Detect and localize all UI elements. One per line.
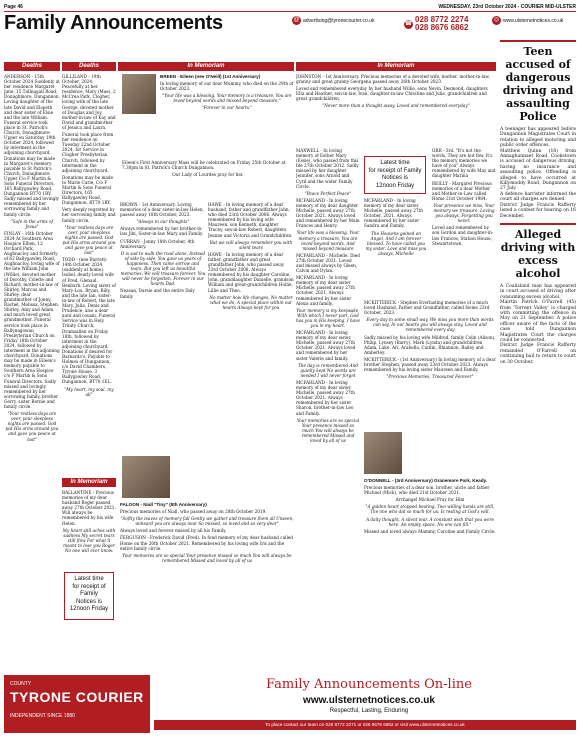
page-title: Family Announcements [4,12,223,34]
johnston-memoriam: JOHNSTON - 1st Anniversary. Precious memories of a devoted wife, mother, mother-in-law, granny and great granny Georgena passed away 26th October 2023. Loved and remembered everyday by her husband Willie, sons Nevin, Desmond, daughters Ella and Heather, son-in-law, Ivan, daughter-in-law Christine and Julie, grandchildren and great grandchildren. "Never more than a thought away. Loved and remembered everyday" [296,74,490,109]
death-notice: FINLAY - 16th October 2024 At Southern Area Hospice Elben, 12 Orchard Park, Aughnacloy and formerly of 62 Ballygawley Road, Aughnacloy, loving wife of the late William John (Willie), devoted mother of Dorothy, Colette and Richard, mother-in-law of Shirley, Marcus and Shirley, dear grandmother of Jonny, Rachel, Melissa, Stephen, Shirley, Amy and Adam and much loved great grandmother. Funeral service took place in Ballynagowan Presbyterian Church on Friday 18th October 2024, followed by interment in the adjoining churchyard. Donations may be made in Eileen's memory payable to Southern Area Hospice c/o F Martin & Sons Funeral Directors. Sadly missed and lovingly remembered by her sorrowing family, brother Gerry, sister Bernie and family circle. [4,230,60,409]
story-paragraph: District Judge Francis Rafferty listed a contest for hearing on 16 December. [500,202,576,219]
memoriam-column-6: ORR - 3rd. "It's not the words, They are but few, It's the memory memories we have of you" Always remembered by wife May and daughter Marina REILLY - Margaret Precious memories of a dear Mother and Mother-in-Law called Home 21st October 1984. Your presence we miss, Your memory we treasure, Loving you always, Forgetting you never. Loved and remembered by son Gordon and daughter-in-law Frances, Station House, Stewartstown. [432,148,496,246]
story-paragraph: District Judge Francis Rafferty remanded O'Farrell on continuing bail to return to court on 30 October. [500,343,576,365]
memoriam-column-3b: HAWE - In loving memory of a dear husband, father and grandfather John, who died 23rd October 2006. Always remembered by his loving wife Maureen, son Kenneth, daughter Tracey, son-in-law Robert, daughters Jeanne and Victoria and Grandchildren. But we will always remember you with silent tears HAWE - In loving memory of a dear father, grandfather and great grandfather John, who passed away 23rd October 2006. Always remembered by his daughter Caroline, John, granddaughter Danielle, grandson William and great-grandchildren Hollie, Lillie and Theo. No matter how life changes, No matter what we do, A special place within our hearts Always kept for you [208,202,294,310]
portrait-photo [122,74,156,114]
deaths-header: Deaths [4,62,60,71]
odonnell-photo [364,432,402,474]
death-notice: Funeral took place from her residence on Tuesday 22nd October 2024, for Service in Clogher Presbyterian Church, followed by interment in the adjoining churchyard. [62,132,114,173]
in-memoriam-header-3: In Memoriam [62,478,116,487]
death-notice: ANDERSON - 15th October 2024 Suddenly at her residence Margaret Jane, 15 Tullnagall Road, Donaghmore, Dungannon. Loving daughter of the late David and Elspeth and dear sister of Elsie and the late William. Funeral service took place in St. Patrick's Church, Donaghmore Upper on Saturday 19th October 2024, followed by interment in the adjoining churchyard. Donations may be made in Margaret's memory payable to St Patrick's Church, Donaghmore Upper C/o F Martin & Sons Funeral Directors, 165 Ballygawley Road, Dungannon BT70 1RY. Sadly missed and lovingly remembered by her sorrowing family and family circle. [4,74,60,217]
verse: "Safe in the arms of Jesus" [10,218,54,229]
story-paragraph: Matthew Quinn (18) from Annaghannaer Road, Cookstown is accused of dangerous driving, having no insurance and assaulting police. Offending is alleged to have occurred at Killymoddy Road, Dungannon on 27 July. [500,148,576,192]
memoriam-column-4a: MAXWELL - In loving memory of Esther Mary (Essie), who passed from this life 27th October 2012. Sadly missed by her daughter Jennifer, sons Arnold and Cyril and the wider Family Circle. "Peace Perfect Peace" MCFARLAND - In loving memory of my dear daughter Michelle, passed away 27th October 2021. Always loved and remembered by her Mum Frances and Henry. Your life was a blessing, Your memory a treasure, You are loved beyond words, And missed beyond measure MCFARLAND - Michelle. Died 27th October 2021. Loved and missed always by Gleen, Calvin and Dylan. MCFARLAND - In loving memory of my dear sister Michelle, passed away 27th October, 2021. Always remembered by her sister Alexis and family. Your memory is my keepsake, With which I never part, God has you in His keeping, I have you in my heart. MCFARLAND - In loving memory of my dear sister, Michelle, passed away 27th October 2021. Always loved and remembered by her sister Valerie and family. The day is remembered And quietly kept No words are needed I will never forget MCFARLAND - In loving memory of my dear sister, Michelle, passed away 27th October 2021. Always remembered by her sister Sharon, brother-in-law Leo and Family. Your memories are so special Your presence missed so much You will always be remembered Missed and loved by all of us [296,148,360,443]
email-icon: @ [293,17,300,23]
memoriam-column-2 [62,490,116,566]
verse: My heart still aches with sadness My secret tears still flow For what it meant to lose you Roger No one will ever know. [62,527,116,554]
faloon-photo [122,456,170,498]
death-notice: Donations may be made to Marie Curie, C/o F Martin & Sons Funeral Directors, 165 Ballygawley Road, Dungannon, BT70 1RY. [62,174,114,206]
email-contact[interactable]: @ advertising@tyronecourier.co.uk [293,17,375,24]
story-paragraph: A defence barrister informed the court all charges are denied. [500,191,576,203]
in-memoriam-header: In Memoriam [118,62,294,71]
headline-2: Alleged driving with excess alcohol [500,227,576,280]
tyrone-courier-logo: COUNTY TYRONE COURIER INDEPENDENT SINCE 1880 [4,675,150,733]
story-paragraph: A Coalisland man has appeared in court accused of driving after consuming excess alcohol. [500,283,576,300]
death-notice: TODD - (nee Barrett) 14th October 2024 (suddenly at home). Isobel, dearly loved wife of Fred, Glenaul, Benburb. Loving sister of Mary-Lou, Bryan, Billy, and the late Ian, sister-in-law of Robert, the late Mary, Julia, Denis and Prudence, also a dear aunt and cousin. Funeral Service was in Holy Trinity Church, Drumsallen on Friday 18th, followed by interment in the adjoining churchyard. Donations if desired for Barnardo's. Payable to Holmes of Dungannon, c/o David Chambers, Tyrone House, 3 Ballygawley Road, Dungannon, BT70 1EL. [62,257,116,385]
memoriam-column-3a: BROWN - 1st Anniversary. Loving memories of a dear sister-in-law Helen, passed away 18th October, 2023. "Always in our thoughts" Always remembered by her brother-in-law Jim, Sister-in-law Mary and Family. CURRAN - Jonny 18th October, 4th Anniversary. It is sad to walk the road alone, Instead of side by side, You gave us years of happiness, Then came sorrow and tears, But you left us beautiful memories, We will treasure forever. You will never be forgotten, Forever in our hearts Dad. Neasan, Darsie and the entire Daly family [120,202,206,299]
latest-time-notice-1: Latest time for receipt of Family Notices is 12noon Friday [64,572,114,620]
story-paragraph: A teenager has appeared before Dungannon Magistrates Court in relation to alleged motoring and public order offences. [500,127,576,149]
top-bar [4,3,576,11]
memoriam-notice: BALLANTINE - Precious memories of my dear husband Roger passed away 27th October 2021. Will always be remembered by his wife Helen. [62,490,116,526]
verse: "My heart, my soul, my all" [64,386,114,397]
phone-icon: ☎ [404,20,413,27]
verse: "Your restless days are over, your sleepless nights are passed. God put His arms around you and gave you peace at last" [5,411,59,442]
globe-icon: ◎ [493,17,500,23]
banner-tagline: Respectful, Lasting, Enduring [329,708,409,714]
mckitterick-memoriam: MCKITTERICK - Stephen Everlasting memories of a much loved Husband, Father and Grandfather, called Home 23rd October, 2023. Every day in some small way, We miss you more than words can say, In our hearts you will always stay, Loved and remembered every day Sadly missed by his loving wife Mildred, family Colin (Alison), Philip, Lynsey (Barry), Mark (Lynda) and grandchildren Adam, Luke, Ari, Arabella, Caitlin, Rhiannon, Bailey and Amberley. MCKITTERICK - (1st Anniversary) In loving memory of a dear brother Stephen, passed away 23rd October 2023. Always remembered by his loving sister Maureen and Family. "Precious Memories, Treasured Forever" [364,300,496,380]
headline-1: Teen accused of dangerous driving and assaulting Police [502,45,574,123]
death-notice: GILLILAND - 19th October, 2024. Peacefully at her residence, Mary (Mae), 2 McCrea Park, Clogher, loving wife of the late George, devoted mother of Douglas and Joy, mother-in-law of Kay and David and grandmother of Jessica and Laura. [62,74,116,130]
story-paragraph: Mairtin Patrick O'Farrell (45) from 'Torrent Valley' is charged with committing the offence in Moy on 21 September. A police officer aware of the facts of the case told Dungannon Magistrates Court the charges could be connected. [500,300,576,343]
deaths-column-1 [4,74,60,594]
death-notice: Very deeply regretted by her sorrowing family and family circle. [62,207,116,223]
latest-time-notice-2: Latest time for receipt of Family Notices is 12noon Friday [364,156,426,194]
memoriam-column-5: MCFARLAND - In loving memory of my dear sister Michelle, passed away 27th October, 2021. Always remembered by her sister Sandra and Family. The Heavens gained an Angel, And I am forever blessed. To have called you my sister. Love and miss you always, Michelle [364,198,427,256]
in-memoriam-header-2: In Memoriam [296,62,496,71]
phone-contact[interactable]: ☎ 028 8772 2274 028 8676 6862 [404,15,469,32]
page-number: Page 46 [4,4,23,10]
website-contact[interactable]: ◎ www.ulsternetnotices.co.uk [493,17,564,24]
banner-url[interactable]: www.ulsternetnotices.co.uk [303,695,435,706]
deaths-header-2: Deaths [62,62,116,71]
odonnell-memoriam: O'DONNELL - (3rd Anniversary) Granemore Park, Keady. Precious memories of a dear son, brother, uncle and father Michael (Mick), who died 21st October 2021. Archangel Michael Pray for Him "A golden heart stopped beating, Two willing hands are still, The one who did so much for us, Is resting at God's will. A daily thought, A silent tear. A constant wish that you were here. An empty space. No one can fill." Missed and loved always Mammy, Caroline and Family Circle. [364,478,496,534]
banner-footer: To place contact our team on 028 8772 2271 or 028 8676 6862 or visit www.ulsternetnotices.co.uk [154,720,576,730]
verse: "Your restless days are over, your sleepless nights are passed. God put His arms around you and gave you peace at last" [62,224,116,256]
deaths-column-2 [62,74,116,474]
divider [500,223,576,225]
news-sidebar [500,40,576,600]
divider [500,40,576,42]
breen-mass: Eileen's First Anniversary Mass will be celebrated on Friday 25th October at 7.30pm in St. Patrick's Church Dungannon. Our Lady of Lourdes pray for her. [122,160,286,178]
banner-title: Family Announcements On-line [266,677,472,692]
contact-strip [292,14,576,30]
memoriam-column-3c: FALOON - Niall "Tiny" (5th Anniversary) Precious memories of Niall, who passed away on 28th October 2019. "Softly the leaves of memory fall Gently we gather and treasure them all Unseen, unheard you are always near So missed, so loved and so very dear" Always loved and forever missed by all his Family. FERGUSON - Frederick David (Fred). In fond memory of my dear husband called Home on the 20th October 2021. Remembered by his loving wife Iris and the entire family circle. Your memories are so special Your presence missed so much You will always be remembered Missed and loved by all of us [120,502,294,563]
online-banner[interactable] [4,675,576,733]
dateline: WEDNESDAY, 23rd October 2024 - COURIER MID-ULSTER [438,4,576,10]
breen-memoriam: BREEN - Eileen (nee O'Neill) (1st Anniversary) In loving memory of our dear Mummy, who died on the 29th of October 2023. "Your life was a blessing, Your memory is a treasure, You are loved beyond words and missed beyond measure." "Forever in our hearts." [160,74,294,111]
